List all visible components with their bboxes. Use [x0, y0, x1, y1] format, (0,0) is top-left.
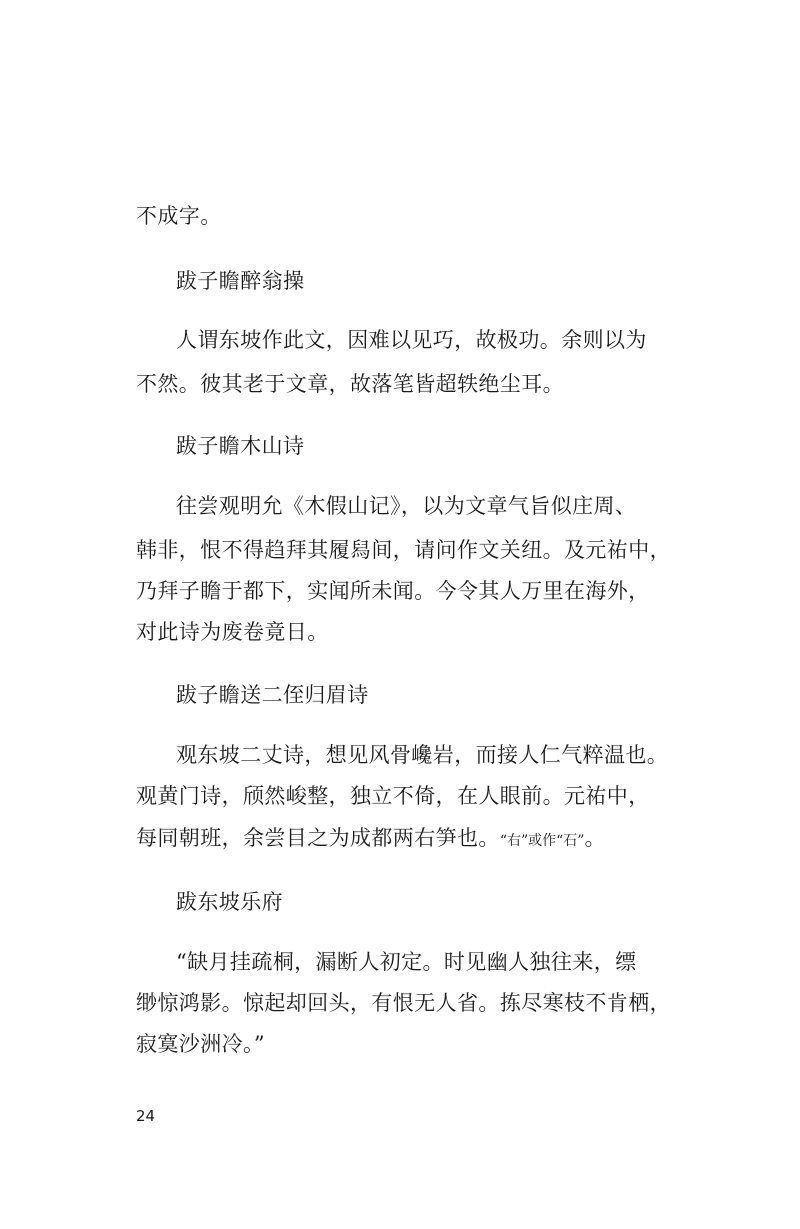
- text-line: 乃拜子瞻于都下，实闻所未闻。今令其人万里在海外，: [136, 579, 650, 603]
- text-line: 往尝观明允《木假山记》，以为文章气旨似庄周、: [176, 494, 637, 518]
- text-line: 不成字。: [136, 204, 222, 228]
- text-line: 对此诗为废卷竟日。: [136, 620, 329, 644]
- text-main: 每同朝班，余尝目之为成都两右笋也。: [136, 826, 500, 850]
- page-number: 24: [136, 1107, 156, 1125]
- text-end: 。: [584, 826, 606, 850]
- text-line: 缈惊鸿影。惊起却回头，有恨无人省。拣尽寒枝不肯栖，: [136, 991, 671, 1015]
- text-line: 不然。彼其老于文章，故落笔皆超轶绝尘耳。: [136, 372, 564, 396]
- text-line: [136, 823, 606, 856]
- text-line: 观东坡二丈诗，想见风骨巉岩，而接人仁气粹温也。: [176, 743, 669, 767]
- section-heading: 跋子瞻送二侄归眉诗: [176, 683, 369, 707]
- text-line: 人谓东坡作此文，因难以见巧，故极功。余则以为: [176, 328, 647, 352]
- text-line: 观黄门诗，颀然峻整，独立不倚，在人眼前。元祐中，: [136, 784, 650, 808]
- section-heading: 跋东坡乐府: [176, 890, 283, 914]
- section-heading: 跋子瞻醉翁操: [176, 269, 305, 293]
- text-line: 寂寞沙洲冷。”: [136, 1032, 266, 1056]
- section-heading: 跋子瞻木山诗: [176, 434, 305, 458]
- variant-note: “右”或作“石”: [499, 833, 585, 849]
- text-line: “缺月挂疏桐，漏断人初定。时见幽人独往来，缥: [176, 950, 637, 974]
- text-line: 韩非，恨不得趋拜其履舄间，请问作文关纽。及元祐中，: [136, 538, 671, 562]
